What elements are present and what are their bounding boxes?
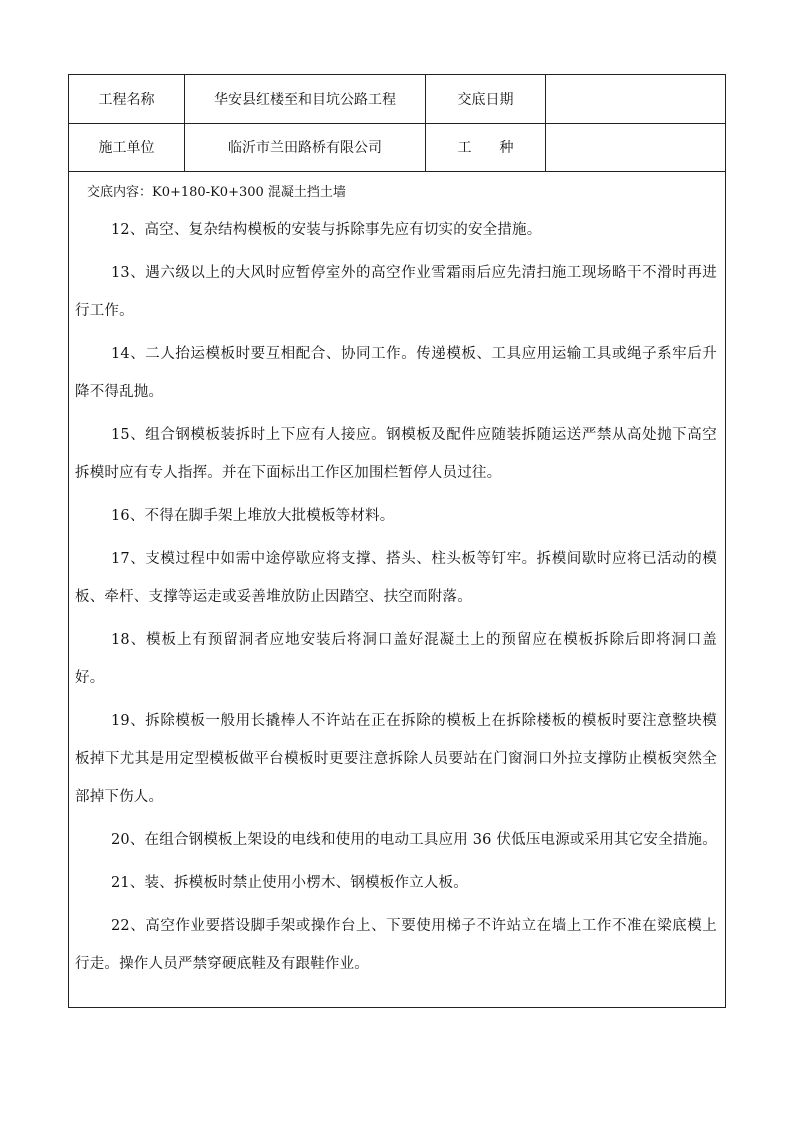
content-item: 22、高空作业要搭设脚手架或操作台上、下要使用梯子不许站立在墙上工作不准在梁底模上行走。操作人员严禁穿硬底鞋及有跟鞋作业。 <box>75 918 717 972</box>
content-item: 18、模板上有预留洞者应地安装后将洞口盖好混凝土上的预留应在模板拆除后即将洞口盖好。 <box>75 632 717 686</box>
content-items <box>75 211 717 988</box>
disclosure-form <box>68 74 726 1008</box>
unit-value: 临沂市兰田路桥有限公司 <box>185 123 426 171</box>
header-row-project <box>69 75 725 124</box>
content-item: 15、组合钢模板装拆时上下应有人接应。钢模板及配件应随装拆随运送严禁从高处抛下高空拆模时应有专人指挥。并在下面标出工作区加围栏暂停人员过往。 <box>75 427 717 481</box>
header-row-unit <box>69 123 725 172</box>
content-item: 14、二人抬运模板时要互相配合、协同工作。传递模板、工具应用运输工具或绳子系牢后升降不得乱抛。 <box>75 346 717 400</box>
content-item: 17、支模过程中如需中途停歇应将支撑、搭头、柱头板等钉牢。拆模间歇时应将已活动的模板、牵杆、支撑等运走或妥善堆放防止因踏空、扶空而附落。 <box>75 551 717 605</box>
trade-label: 工 种 <box>426 123 546 171</box>
content-label: 交底内容：K0+180-K0+300 混凝土挡土墙 <box>87 185 346 200</box>
content-item: 20、在组合钢模板上架设的电线和使用的电动工具应用 36 伏低压电源或采用其它安全措施。 <box>111 832 717 848</box>
content-section <box>69 171 725 1007</box>
project-name-value: 华安县红楼至和目坑公路工程 <box>185 75 426 123</box>
content-item: 21、装、拆模板时禁止使用小楞木、钢模板作立人板。 <box>111 875 468 891</box>
trade-value <box>546 123 725 171</box>
date-label: 交底日期 <box>426 75 546 123</box>
project-name-label: 工程名称 <box>69 75 185 123</box>
content-item: 12、高空、复杂结构模板的安装与拆除事先应有切实的安全措施。 <box>111 222 542 238</box>
content-item: 19、拆除模板一般用长撬棒人不许站在正在拆除的模板上在拆除楼板的模板时要注意整块模板掉下尤其是用定型模板做平台模板时更要注意拆除人员要站在门窗洞口外拉支撑防止模板突然全部掉下伤人。 <box>75 713 717 805</box>
date-value <box>546 75 725 123</box>
unit-label: 施工单位 <box>69 123 185 171</box>
content-item: 13、遇六级以上的大风时应暂停室外的高空作业雪霜雨后应先清扫施工现场略干不滑时再进行工作。 <box>75 265 717 319</box>
content-item: 16、不得在脚手架上堆放大批模板等材料。 <box>111 508 395 524</box>
